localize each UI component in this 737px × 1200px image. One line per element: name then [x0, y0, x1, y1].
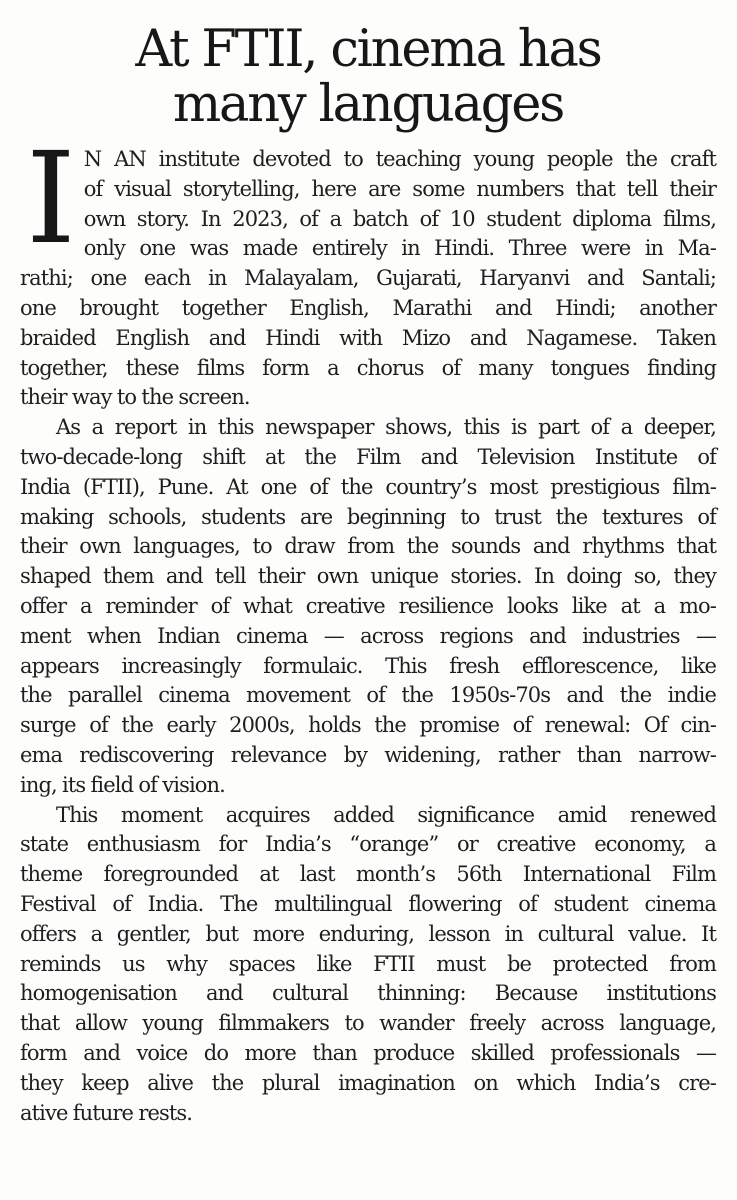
text-line: This moment acquires added significance amid renewed	[56, 802, 716, 827]
text-line: form and voice do more than produce skilled professionals —	[20, 1040, 716, 1065]
headline-line-2: many languages	[172, 75, 564, 134]
text-line: India (FTII), Pune. At one of the country’s most prestigious film-	[20, 474, 716, 499]
text-line: As a report in this newspaper shows, this is part of a deeper,	[56, 415, 716, 440]
text-line: offers a gentler, but more enduring, lesson in cultural value. It	[20, 921, 716, 946]
paragraph-3	[20, 801, 716, 1129]
text-line: ative future rests.	[20, 1100, 193, 1125]
article-body	[20, 125, 716, 1128]
text-line: making schools, students are beginning to trust the textures of	[20, 504, 716, 529]
text-line: of visual storytelling, here are some numbers that tell their	[83, 176, 716, 201]
text-line: their way to the screen.	[20, 385, 250, 410]
text-line: shaped them and tell their own unique stories. In doing so, they	[20, 564, 716, 589]
text-line: braided English and Hindi with Mizo and Nagamese. Taken	[20, 325, 716, 350]
text-line: ema rediscovering relevance by widening, rather than narrow-	[20, 742, 716, 767]
text-line: only one was made entirely in Hindi. Three were in Ma-	[83, 236, 716, 261]
text-line: rathi; one each in Malayalam, Gujarati, Haryanvi and Santali;	[20, 266, 716, 291]
paragraph-1	[20, 125, 716, 413]
drop-cap: I	[26, 125, 76, 272]
text-line: they keep alive the plural imagination on which India’s cre-	[20, 1070, 716, 1095]
text-line: offer a reminder of what creative resilience looks like at a mo-	[20, 593, 716, 618]
text-line: state enthusiasm for India’s “orange” or creative economy, a	[20, 832, 716, 857]
paragraph-2	[20, 413, 716, 800]
headline	[20, 22, 716, 132]
text-line: that allow young filmmakers to wander freely across language,	[20, 1011, 716, 1036]
text-line: ment when Indian cinema — across regions and industries —	[20, 623, 716, 648]
text-line: together, these films form a chorus of many tongues finding	[20, 355, 716, 380]
text-line: ing, its field of vision.	[20, 772, 225, 797]
text-line: the parallel cinema movement of the 1950s-70s and the indie	[20, 683, 716, 708]
text-line: their own languages, to draw from the sounds and rhythms that	[20, 534, 716, 559]
text-line: homogenisation and cultural thinning: Because institutions	[20, 981, 716, 1006]
text-line: N AN institute devoted to teaching young people the craft	[83, 147, 716, 171]
text-line: Festival of India. The multilingual flowering of student cinema	[20, 891, 716, 916]
text-line: reminds us why spaces like FTII must be protected from	[20, 951, 716, 976]
text-line: two-decade-long shift at the Film and Television Institute of	[20, 444, 716, 469]
headline-line-1: At FTII, cinema has	[135, 20, 601, 79]
text-line: appears increasingly formulaic. This fresh efflorescence, like	[20, 653, 716, 678]
text-line: one brought together English, Marathi and Hindi; another	[20, 295, 716, 320]
text-line: own story. In 2023, of a batch of 10 student diploma films,	[83, 206, 716, 231]
text-line: theme foregrounded at last month’s 56th International Film	[20, 862, 716, 887]
text-line: surge of the early 2000s, holds the promise of renewal: Of cin-	[20, 713, 716, 738]
